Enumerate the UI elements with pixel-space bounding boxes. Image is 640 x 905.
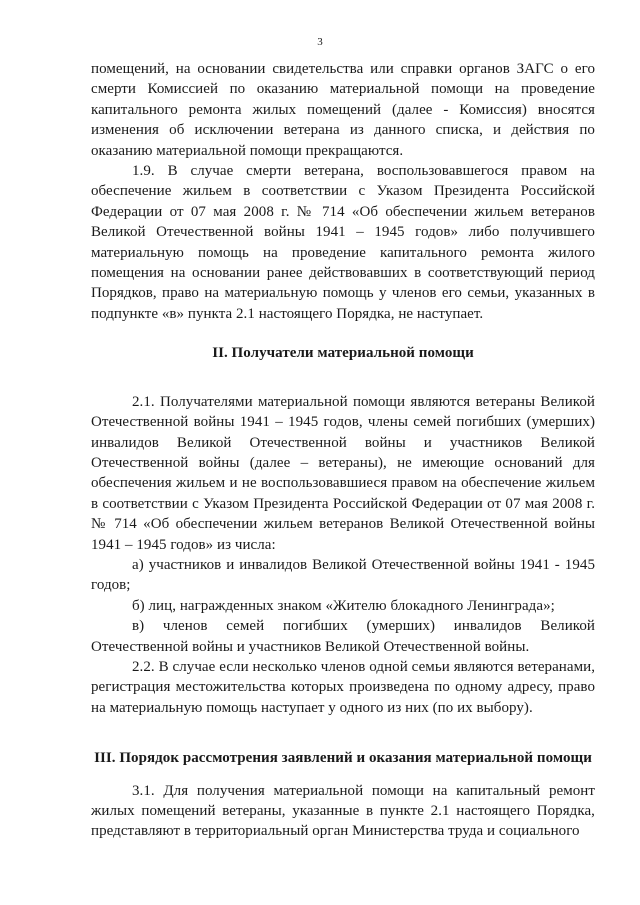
list-item-c: в) членов семей погибших (умерших) инвалидов Великой Отечественной войны и участников Великой Отечественной войны. [91,618,595,655]
page-number: 3 [317,36,323,48]
paragraph-1-9: 1.9. В случае смерти ветерана, воспользовавшегося правом на обеспечение жильем в соответствии с Указом Президента Российской Федерации от 07 мая 2008 г. № 714 «Об обеспечении жильем ветеранов Великой Отечественной войны 1941 – 1945 годов» либо получившего материальную помощь на проведение капитального ремонта жилого помещения на основании ранее действовавших в соответствующий период Порядков, право на материальную помощь у членов его семьи, указанных в подпункте «в» пункта 2.1 настоящего Порядка, не наступает. [91,163,595,322]
paragraph-continuation: помещений, на основании свидетельства или справки органов ЗАГС о его смерти Комиссией по оказанию материальной помощи на проведение капитального ремонта жилых помещений (далее - Комиссия) вносятся изменения об исключении ветерана из данного списка, и действия по оказанию материальной помощи прекращаются. [91,61,595,159]
paragraph-2-1: 2.1. Получателями материальной помощи являются ветераны Великой Отечественной войны 1941 – 1945 годов, члены семей погибших (умерших) инвалидов Великой Отечественной войны и участников Великой Отечественной войны (далее – ветераны), не имеющие оснований для обеспечения жильем и не воспользовавшиеся правом на обеспечение жильем в соответствии с Указом Президента Российской Федерации от 07 мая 2008 г. № 714 «Об обеспечении жильем ветеранов Великой Отечественной войны 1941 – 1945 годов» из числа: [91,393,595,553]
section-2-heading: II. Получатели материальной помощи [212,345,474,362]
list-item-b: б) лиц, награжденных знаком «Жителю блокадного Ленинграда»; [132,597,555,614]
paragraph-3-1: 3.1. Для получения материальной помощи на капитальный ремонт жилых помещений ветераны, указанные в пункте 2.1 настоящего Порядка, представляют в территориальный орган Министерства труда и социального [91,782,595,840]
section-3-heading: III. Порядок рассмотрения заявлений и оказания материальной помощи [94,750,592,767]
document-body [91,59,595,842]
paragraph-2-2: 2.2. В случае если несколько членов одной семьи являются ветеранами, регистрация местожительства которых произведена по одному адресу, право на материальную помощь наступает у одного из них (по их выбору). [91,658,595,716]
list-item-a: а) участников и инвалидов Великой Отечественной войны 1941 - 1945 годов; [91,556,595,594]
